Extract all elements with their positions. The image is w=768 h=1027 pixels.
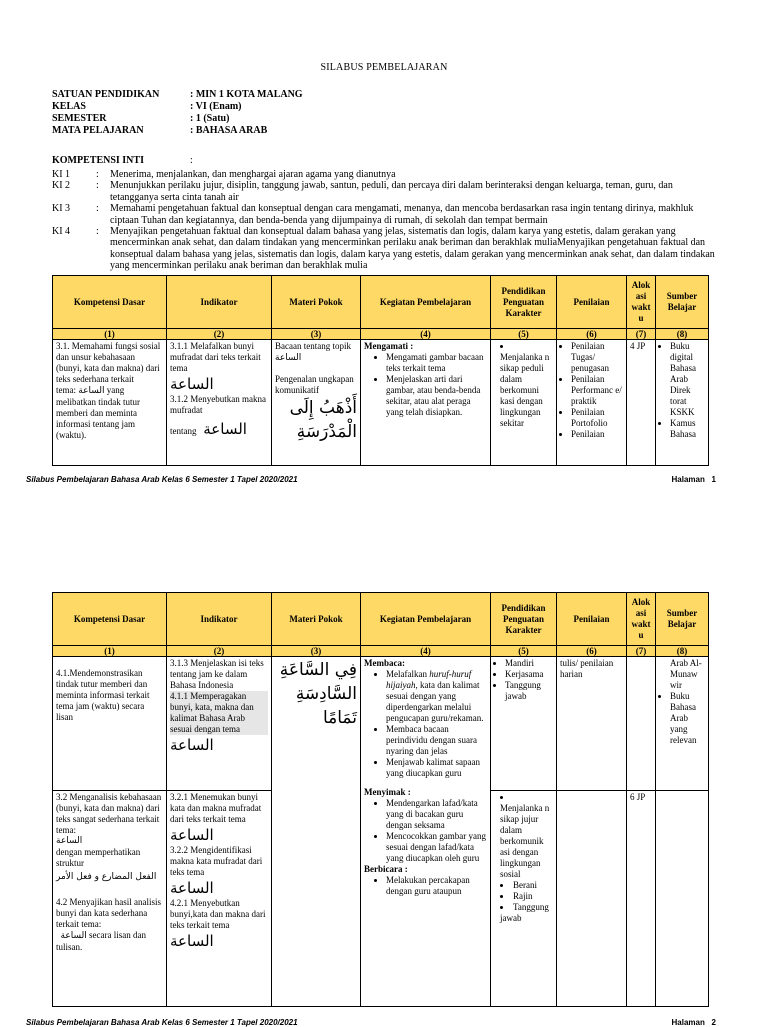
indikator-text: 3.1.2 Menyebutkan makna mufradat — [170, 394, 266, 415]
arabic-word: الساعة — [170, 826, 214, 844]
materi-text: Pengenalan ungkapan komunikatif — [275, 374, 354, 395]
document-title: SILABUS PEMBELAJARAN — [320, 62, 448, 73]
kegiatan-list — [364, 875, 487, 897]
arabic-word: الساعة — [170, 736, 214, 754]
list-item: • Penilaian Tugas/ penugasan — [571, 341, 623, 374]
arabic-term — [170, 878, 268, 898]
ki-sep: : — [96, 180, 99, 192]
meta-label: SATUAN PENDIDIKAN — [52, 89, 160, 100]
arabic-phrase: الفعل المضارع و فعل الأمر — [56, 872, 157, 882]
col-number: (4) — [361, 646, 491, 657]
list-item: • Berani — [500, 880, 553, 891]
kd-text: 3.2 Menganalisis kebahasaan (bunyi, kata dan makna) dari teks sangat sederhana terkait tema: — [56, 792, 162, 835]
kd-tema-label: tema: — [56, 385, 76, 395]
ki-sep: : — [96, 203, 99, 215]
meta-row-kelas — [52, 101, 303, 113]
header-sumber: Sumber Belajar — [656, 593, 709, 646]
kd-text: 4.2 Menyajikan hasil analisis bunyi dan kata sederhana terkait tema: — [56, 897, 161, 929]
ppk-list — [494, 658, 553, 702]
sumber-cell — [656, 340, 709, 466]
list-item: • Menjawab kalimat sapaan yang diucapkan guru — [386, 757, 487, 779]
col-number: (5) — [491, 646, 557, 657]
arabic-term — [170, 825, 268, 845]
footer-title: Silabus Pembelajaran Bahasa Arab Kelas 6 Semester 1 Tapel 2020/2021 — [26, 475, 298, 484]
ki-heading-colon: : — [190, 155, 193, 166]
col-number: (2) — [167, 646, 272, 657]
indikator-word: tentang — [170, 426, 197, 436]
kd-cell — [53, 791, 167, 1007]
list-item: • Mencocokkan gambar yang sesuai dengan lafad/kata yang diucapkan oleh guru — [386, 831, 487, 864]
list-item: • Kerjasama — [505, 669, 553, 680]
header-kegiatan: Kegiatan Pembelajaran — [361, 276, 491, 329]
sumber-list — [659, 341, 705, 440]
ppk-list — [494, 792, 553, 924]
list-item — [386, 669, 487, 724]
arabic-word: الساعة — [56, 836, 83, 846]
list-item: • Melakukan percakapan dengan guru ataupun — [386, 875, 487, 897]
col-number: (7) — [627, 329, 656, 340]
table-header-row — [53, 593, 709, 646]
item-text: kata dan kalimat sesuai dengan yang diperdengarkan melalui pengucapan guru/rekaman. — [386, 680, 484, 723]
meta-label: MATA PELAJARAN — [52, 125, 144, 136]
ki-sep: : — [96, 169, 99, 180]
indikator-text: 3.2.2 Mengidentifikasi makna kata mufradat dari teks tema — [170, 845, 263, 877]
item-emphasis: huruf-huruf hijaiyah, — [386, 669, 472, 690]
ki-list — [52, 169, 717, 272]
penilaian-cell — [557, 791, 627, 1007]
header-kompetensi-dasar: Kompetensi Dasar — [53, 276, 167, 329]
ki-sep: : — [96, 226, 99, 238]
header-alokasi: Alok asi wakt u — [627, 276, 656, 329]
meta-value: : VI (Enam) — [190, 101, 242, 112]
col-number: (1) — [53, 646, 167, 657]
ppk-cell — [491, 791, 557, 1007]
kd-text: 4.1.Mendemonstrasikan tindak tutur memberi dan meminta informasi terkait tema jam (waktu) secara lisan — [56, 668, 150, 722]
list-item: • Penilaian Performanc e/ praktik — [571, 374, 623, 407]
penilaian-cell — [557, 657, 627, 791]
document-page-2 — [0, 490, 768, 1027]
arabic-term — [170, 374, 268, 394]
list-item: • Menjelaskan arti dari gambar, atau benda-benda sekitar, atau alat peraga yang telah disiapkan. — [386, 374, 487, 418]
meta-value: : MIN 1 KOTA MALANG — [190, 89, 303, 100]
footer-title: Silabus Pembelajaran Bahasa Arab Kelas 6 Semester 1 Tapel 2020/2021 — [26, 1018, 298, 1027]
ki-heading-label: KOMPETENSI INTI — [52, 155, 144, 166]
list-item: • Mendengarkan lafad/kata yang di bacakan guru dengan seksama — [386, 798, 487, 831]
arabic-term — [56, 836, 163, 847]
list-item: • Buku digital Bahasa Arab Direk torat KSKK — [670, 341, 705, 418]
penilaian-cell — [557, 340, 627, 466]
kegiatan-cell — [361, 657, 491, 1007]
header-penilaian: Penilaian — [557, 276, 627, 329]
ppk-list — [494, 341, 553, 429]
kd-text: (bunyi, kata dan makna) dari teks sederhana terkait — [56, 363, 160, 384]
arabic-phrase: أَذْهَبُ إِلَى الْمَدْرَسَةِ — [289, 398, 357, 442]
arabic-term: الساعة — [275, 353, 302, 363]
footer-page — [672, 1018, 716, 1027]
kegiatan-heading: Berbicara : — [364, 864, 408, 874]
meta-label: KELAS — [52, 101, 86, 112]
ki-code: KI 4 — [52, 226, 71, 238]
alokasi-cell — [627, 657, 656, 791]
ki-item — [52, 169, 717, 180]
kegiatan-heading: Mengamati : — [364, 341, 414, 351]
arabic-word: الساعة — [170, 879, 214, 897]
list-item: • Menjalanka n sikap jujur dalam berkomunik asi dengan lingkungan sosial — [500, 792, 553, 880]
col-number: (3) — [272, 646, 361, 657]
kegiatan-list — [364, 352, 487, 418]
indikator-text: 3.1.3 Menjelaskan isi teks tentang jam ke dalam Bahasa Indonesia — [170, 658, 264, 690]
ki-text: Menyajikan pengetahuan faktual dan konseptual dalam bahasa yang jelas, sistematis dan logis, dalam karya yang estetis, dalam gerakan yang mencerminkan anak sehat, dan dalam tindakan yang mencerminkan perilaku anak beriman dan berakhlak muliaMenyajikan pengetahuan faktual dan konseptual dalam bahasa yang jelas, sistematis dan logis, dalam karya yang estetis, dalam gerakan yang mencerminkan anak sehat, dan dalam tindakan yang mencerminkan perilaku anak beriman dan berakhlak mulia — [110, 226, 715, 272]
header-kegiatan: Kegiatan Pembelajaran — [361, 593, 491, 646]
meta-value: : BAHASA ARAB — [190, 125, 268, 136]
indikator-cell — [167, 657, 272, 791]
ki-item — [52, 226, 717, 272]
header-ppk: Pendidikan Penguatan Karakter — [491, 276, 557, 329]
col-number: (8) — [656, 329, 709, 340]
arabic-word: الساعة — [170, 375, 214, 393]
ppk-cell — [491, 340, 557, 466]
ki-item — [52, 180, 717, 203]
kegiatan-heading: Membaca: — [364, 658, 405, 668]
table-header-row — [53, 276, 709, 329]
identity-block — [52, 89, 303, 137]
sumber-text: Arab Al-Munaw wir — [670, 658, 702, 690]
arabic-term: الساعة — [203, 420, 247, 438]
arabic-phrase: فِي السَّاعَةِ السَّادِسَةِ تَمَامًا — [279, 660, 357, 728]
list-item: • Tanggung jawab — [500, 902, 553, 924]
header-kompetensi-dasar: Kompetensi Dasar — [53, 593, 167, 646]
list-item: • Buku Bahasa Arab yang relevan — [670, 691, 705, 746]
footer-page — [672, 475, 716, 484]
alokasi-cell: 6 JP — [627, 791, 656, 1007]
arabic-term — [170, 735, 268, 755]
materi-cell — [272, 340, 361, 466]
penilaian-list — [560, 341, 623, 440]
kd-cell — [53, 340, 167, 466]
kegiatan-heading: Menyimak : — [364, 787, 411, 797]
page-footer-1 — [26, 475, 716, 484]
footer-page-label: Halaman — [671, 1018, 705, 1027]
item-text: Melafalkan — [386, 669, 430, 679]
kd-cell — [53, 657, 167, 791]
header-materi-pokok: Materi Pokok — [272, 276, 361, 329]
footer-page-number: 1 — [711, 475, 716, 484]
list-item: • Penilaian — [571, 429, 623, 440]
kd-text-tail: secara lisan dan tulisan. — [56, 930, 146, 952]
col-number: (6) — [557, 329, 627, 340]
col-number: (7) — [627, 646, 656, 657]
indikator-cell — [167, 340, 272, 466]
penilaian-text: tulis/ penilaian harian — [560, 658, 614, 679]
materi-text — [275, 341, 357, 364]
col-number: (5) — [491, 329, 557, 340]
list-item: • Kamus Bahasa — [670, 418, 705, 440]
ki-text: Memahami pengetahuan faktual dan konseptual dengan cara mengamati, menanya, dan mencoba berdasarkan rasa ingin tentang dirinya, makhluk ciptaan Tuhan dan kegiatannya, dan benda-benda yang dijumpainya di rumah, di sekolah dan tempat bermain — [110, 203, 694, 226]
column-number-row — [53, 646, 709, 657]
header-ppk: Pendidikan Penguatan Karakter — [491, 593, 557, 646]
ki-code: KI 1 — [52, 169, 71, 180]
sumber-cell — [656, 657, 709, 791]
meta-row-satuan — [52, 89, 303, 101]
col-number: (4) — [361, 329, 491, 340]
header-materi-pokok: Materi Pokok — [272, 593, 361, 646]
column-number-row — [53, 329, 709, 340]
list-item: • Mandiri — [505, 658, 553, 669]
list-item: • Penilaian Portofolio — [571, 407, 623, 429]
meta-label: SEMESTER — [52, 113, 107, 124]
indikator-text: 3.2.1 Menemukan bunyi kata dan makna mufradat dari teks terkait tema — [170, 792, 262, 824]
indikator-text: 3.1.1 Melafalkan bunyi mufradat dari teks terkait tema — [170, 341, 261, 373]
arabic-word: الساعة — [170, 932, 214, 950]
indikator-text: 4.2.1 Menyebutkan bunyi,kata dan makna dari teks terkait tema — [170, 898, 266, 930]
header-alokasi: Alok asi wakt u — [627, 593, 656, 646]
arabic-term: الساعة — [60, 931, 87, 941]
arabic-term — [170, 931, 268, 951]
list-item: • Menjalanka n sikap peduli dalam berkomuni kasi dengan lingkungan sekitar — [500, 341, 553, 429]
kd-text — [56, 385, 163, 441]
ki-text: Menerima, menjalankan, dan menghargai ajaran agama yang dianutnya — [110, 169, 396, 180]
footer-page-label: Halaman — [671, 475, 705, 484]
kegiatan-cell — [361, 340, 491, 466]
indikator-cell — [167, 791, 272, 1007]
arabic-term: الساعة — [78, 386, 105, 396]
ki-code: KI 2 — [52, 180, 71, 192]
header-indikator: Indikator — [167, 276, 272, 329]
materi-cell — [272, 657, 361, 1007]
col-number: (3) — [272, 329, 361, 340]
ki-item — [52, 203, 717, 226]
header-penilaian: Penilaian — [557, 593, 627, 646]
ki-heading — [52, 155, 193, 166]
list-item: • Tanggung jawab — [505, 680, 553, 702]
col-number: (6) — [557, 646, 627, 657]
table-row — [53, 657, 709, 791]
kd-text — [56, 930, 163, 953]
indikator-text: 4.1.1 Memperagakan bunyi, kata, makna dan kalimat Bahasa Arab sesuai dengan tema — [170, 691, 268, 735]
col-number: (8) — [656, 646, 709, 657]
kd-text: 3.1. Memahami fungsi sosial dan unsur kebahasaan — [56, 341, 161, 362]
document-page-1 — [0, 0, 768, 490]
kd-text-tail: yang melibatkan tindak tutur memberi dan meminta informasi tentang jam (waktu). — [56, 385, 140, 440]
sumber-list — [659, 691, 705, 746]
list-item: • Mengamati gambar bacaan teks terkait tema — [386, 352, 487, 374]
syllabus-table-page-1 — [52, 275, 709, 466]
col-number: (1) — [53, 329, 167, 340]
kegiatan-list — [364, 669, 487, 779]
meta-row-semester — [52, 113, 303, 125]
syllabus-table-page-2 — [52, 592, 709, 1007]
sumber-cell — [656, 791, 709, 1007]
kegiatan-list — [364, 798, 487, 864]
page-footer-2 — [26, 1018, 716, 1027]
meta-value: : 1 (Satu) — [190, 113, 230, 124]
list-item: • Membaca bacaan perindividu dengan suara nyaring dan jelas — [386, 724, 487, 757]
ppk-cell — [491, 657, 557, 791]
footer-page-number: 2 — [711, 1018, 716, 1027]
kd-text: dengan memperhatikan struktur — [56, 847, 141, 868]
ki-text: Menunjukkan perilaku jujur, disiplin, tanggung jawab, santun, peduli, dan percaya diri dalam berinteraksi dengan keluarga, teman, guru, dan tetangganya serta cinta tanah air — [110, 180, 673, 203]
alokasi-cell: 4 JP — [627, 340, 656, 466]
materi-label: Bacaan tentang topik — [275, 341, 351, 351]
meta-row-mapel — [52, 125, 303, 137]
ki-code: KI 3 — [52, 203, 71, 215]
indikator-text — [170, 419, 268, 439]
col-number: (2) — [167, 329, 272, 340]
table-row — [53, 340, 709, 466]
list-item: • Rajin — [500, 891, 553, 902]
header-sumber: Sumber Belajar — [656, 276, 709, 329]
header-indikator: Indikator — [167, 593, 272, 646]
